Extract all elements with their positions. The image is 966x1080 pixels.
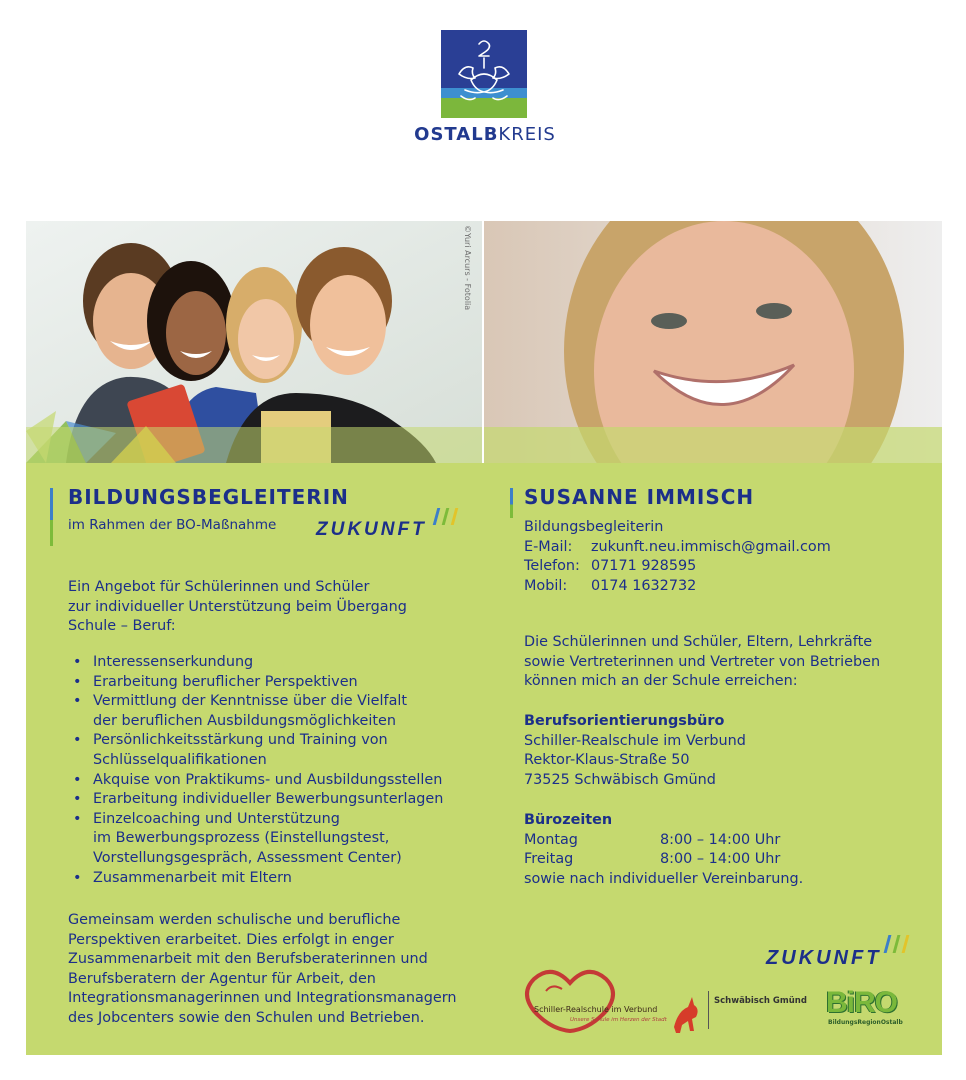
contact-name: SUSANNE IMMISCH — [524, 485, 755, 509]
list-item: • Erarbeitung beruflicher Perspektiven — [68, 673, 498, 693]
students-photo — [26, 221, 482, 463]
contact-phone: Telefon: 07171 928595 — [524, 558, 697, 575]
office-address: Berufsorientierungsbüro Schiller-Realschule im Verbund Rektor-Klaus-Straße 50 73525 Schwäbisch Gmünd — [524, 712, 924, 790]
schiller-realschule-logo — [512, 963, 662, 1035]
woman-photo — [484, 221, 942, 463]
unicorn-icon — [666, 987, 702, 1035]
list-item: • Interessenserkundung — [68, 653, 498, 673]
divider — [708, 991, 709, 1029]
hours-row: Montag 8:00 – 14:00 Uhr — [524, 831, 781, 848]
hours-note: sowie nach individueller Vereinbarung. — [524, 870, 804, 887]
contact-role: Bildungsbegleiterin — [524, 519, 664, 535]
photo-credit: ©Yuri Arcurs - Fotolia — [463, 225, 472, 311]
list-item: • Persönlichkeitsstärkung und Training von Schlüsselqualifikationen — [68, 731, 498, 770]
left-outro: Gemeinsam werden schulische und berufliche Perspektiven erarbeitet. Dies erfolgt in enger Zusammenarbeit mit den Berufsberaterinnen und Berufsberatern der Agentur für Arbeit, den Integrationsmanagerinnen und Integrationsmanagern des Jobcenters sowie den Schulen und Betrieben. — [68, 912, 457, 1026]
list-item: • Akquise von Praktikums- und Ausbildungsstellen — [68, 771, 498, 791]
info-panel: BILDUNGSBEGLEITERIN im Rahmen der BO-Maßnahme ZUKUNFT Ein Angebot für Schülerinnen und Schüler zur individueller Unterstützung beim Übergang Schule – Beruf: • Interessenserkundung • Erarbeitung beruflicher Perspektiven • Vermittlung der Kenntnisse über die Vielfalt der beruflichen Ausbildungsmöglichkeiten • Persönlichkeitsstärkung und Training von Schlüsselqualifikationen • Akquise von Praktikums- und Ausbildungsstellen • Erarbeitung individueller Bewerbungsunterlagen • Einzelcoaching und Unterstützung im Bewerbungsprozess (Einstellungstest, Vorstellungsgespräch, Assessment Center) • Zusammenarbeit mit Eltern Gemeinsam werden schulische und berufliche Perspektiven erarbeitet. Dies erfolgt in enger Zusammenarbeit mit den Berufsberaterinnen und Berufsberatern der Agentur für Arbeit, den Integrationsmanagerinnen und Integrationsmanagern des Jobcenters sowie den Schulen und Betrieben. SUSANNE IMMISCH Bildungsbegleiterin E-Mail: zukunft.neu.immisch@gmail.com Telefon: 07171 928595 Mobil: 0174 1632732 Die Schülerinnen und Schüler, Eltern, Lehrkräfte sowie Vertreterinnen und Vertreter von Betrieben können mich an der Schule erreichen: Berufsorientierungsbüro Schiller-Realschule im Verbund Rektor-Klaus-Straße 50 73525 Schwäbisch Gmünd Bürozeiten Montag 8:00 – 14:00 Uhr Freitag 8:00 – 14:00 Uhr sowie nach individueller Vereinbarung. ZUKUNFT Schiller-Realschule im Verbund Unsere Schule im Herzen der Stadt Schwäbisch Gmünd BiRO BildungsRegionOstalb — [26, 463, 942, 1055]
ostalbkreis-wordmark: OSTALBKREIS — [414, 124, 556, 145]
contact-email: E-Mail: zukunft.neu.immisch@gmail.com — [524, 538, 831, 555]
school-name: Schiller-Realschule im Verbund — [534, 1005, 658, 1014]
hours-row: Freitag 8:00 – 14:00 Uhr — [524, 851, 781, 868]
reach-text: Die Schülerinnen und Schüler, Eltern, Lehrkräfte sowie Vertreterinnen und Vertreter von Betrieben können mich an der Schule erreichen: — [524, 634, 881, 690]
left-heading-accent — [50, 488, 53, 546]
right-heading-accent — [510, 488, 513, 518]
left-title: BILDUNGSBEGLEITERIN — [68, 485, 349, 509]
left-subtitle: im Rahmen der BO-Maßnahme — [68, 517, 277, 533]
contact-mobile: Mobil: 0174 1632732 — [524, 577, 697, 594]
services-list — [68, 653, 498, 888]
contact-block — [524, 518, 924, 596]
list-item: • Erarbeitung individueller Bewerbungsunterlagen — [68, 790, 498, 810]
hours-title: Bürozeiten — [524, 812, 613, 828]
biro-logo: BiRO BildungsRegionOstalb — [826, 986, 903, 1026]
eagle-icon — [441, 30, 527, 118]
left-intro: Ein Angebot für Schülerinnen und Schüler zur individueller Unterstützung beim Übergang Schule – Beruf: — [68, 579, 407, 635]
office-hours — [524, 811, 924, 889]
school-tagline: Unsere Schule im Herzen der Stadt — [570, 1017, 667, 1023]
ostalbkreis-logo — [441, 30, 527, 118]
list-item: • Einzelcoaching und Unterstützung im Bewerbungsprozess (Einstellungstest, Vorstellungsgespräch, Assessment Center) — [68, 810, 498, 869]
list-item: • Vermittlung der Kenntnisse über die Vielfalt der beruflichen Ausbildungsmöglichkeiten — [68, 692, 498, 731]
photo-band — [26, 221, 942, 463]
city-name: Schwäbisch Gmünd — [714, 996, 807, 1006]
list-item: • Zusammenarbeit mit Eltern — [68, 869, 498, 889]
office-title: Berufsorientierungsbüro — [524, 713, 725, 729]
